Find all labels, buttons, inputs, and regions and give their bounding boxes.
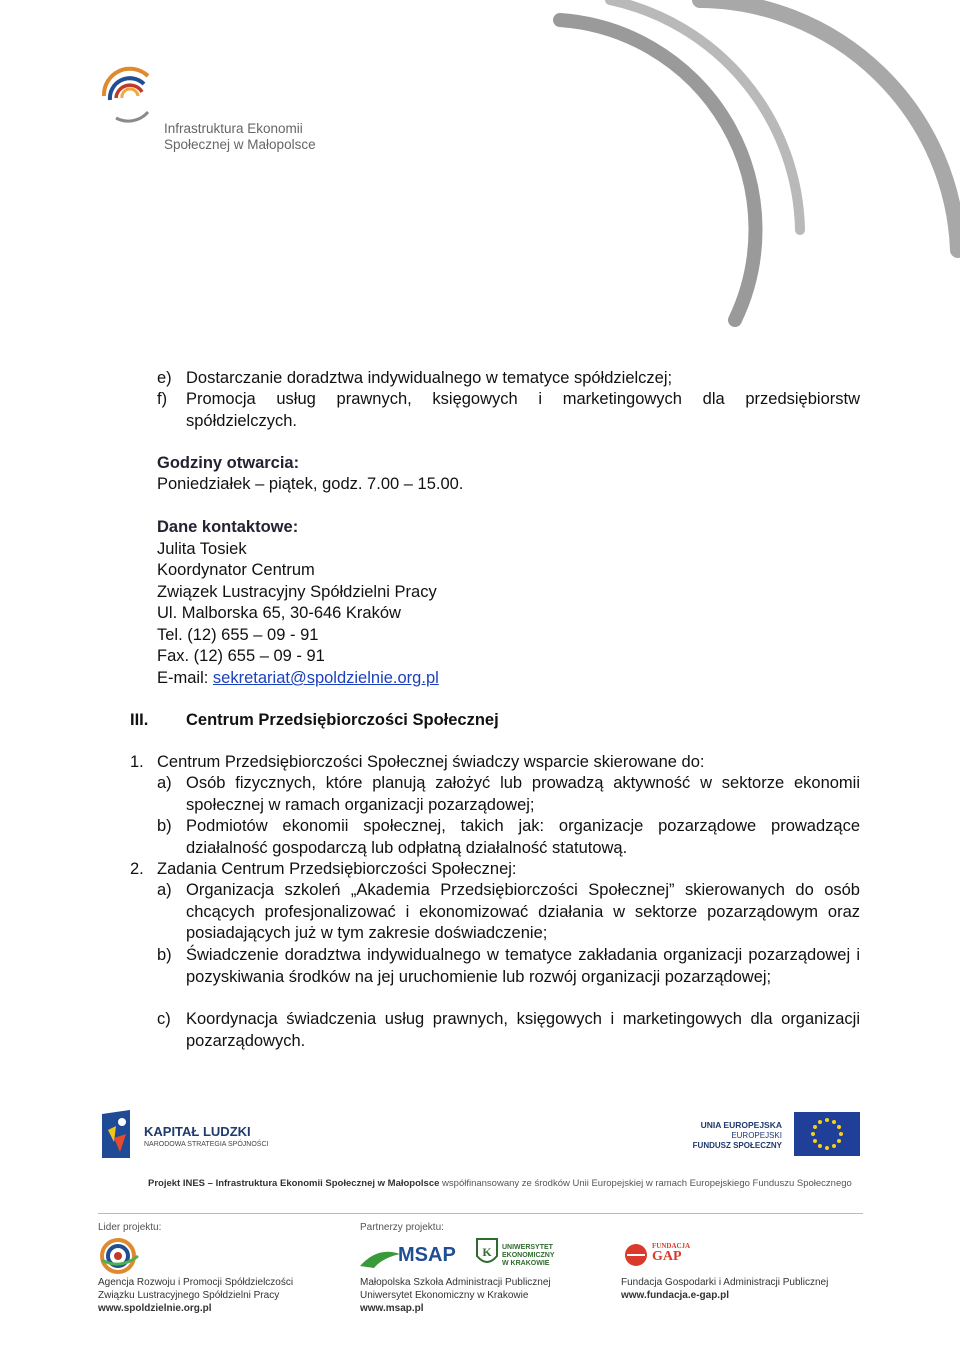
point2-text: Zadania Centrum Przedsiębiorczości Społecznej: <box>157 860 517 878</box>
gap-logo-icon <box>621 1242 651 1268</box>
partner1-url[interactable]: www.msap.pl <box>360 1303 424 1314</box>
partners-label: Partnerzy projektu: <box>360 1222 444 1233</box>
section-number: III. <box>130 711 149 729</box>
partner1-line-2: Uniwersytet Ekonomiczny w Krakowie <box>360 1290 529 1301</box>
partner2-url[interactable]: www.fundacja.e-gap.pl <box>621 1290 729 1301</box>
logo-rings-icon <box>96 62 170 126</box>
eu-line-2: EUROPEJSKI <box>731 1131 782 1140</box>
uek-crest-icon <box>476 1238 498 1268</box>
point1-b-text: Podmiotów ekonomii społecznej, takich jak: organizacje pozarządowe prowadzące działalność gospodarczą lub odpłatną działalność statutową. <box>186 817 860 857</box>
leader-line-1: Agencja Rozwoju i Promocji Spółdzielczości <box>98 1277 294 1288</box>
kl-subtitle: NARODOWA STRATEGIA SPÓJNOŚCI <box>144 1141 269 1148</box>
point2-b-text: Świadczenie doradztwa indywidualnego w tematyce zakładania organizacji pozarządowej i pozyskiwania środków na jej uruchomienie lub rozwój organizacji pozarządowej; <box>186 946 860 986</box>
list-item-f-marker: f) <box>157 390 168 408</box>
eu-flag-icon <box>794 1112 860 1156</box>
uek-logo-line-2: EKONOMICZNY <box>502 1252 555 1259</box>
contact-org: Związek Lustracyjny Spółdzielni Pracy <box>157 583 437 601</box>
leader-logo-icon <box>98 1236 142 1276</box>
contact-email-row <box>157 668 439 690</box>
list-item-f-text: Promocja usług prawnych, księgowych i marketingowych dla przedsiębiorstw spółdzielczych. <box>186 390 860 430</box>
eu-line-1: UNIA EUROPEJSKA <box>700 1120 782 1130</box>
list-item-e-text: Dostarczanie doradztwa indywidualnego w tematyce spółdzielczej; <box>186 369 673 387</box>
point2-marker: 2. <box>130 860 144 878</box>
project-line <box>148 1178 858 1189</box>
contact-role: Koordynator Centrum <box>157 561 315 579</box>
point1-a-marker: a) <box>157 774 172 792</box>
hours-heading: Godziny otwarcia: <box>157 454 300 472</box>
leader-label: Lider projektu: <box>98 1222 162 1233</box>
header-logo <box>96 62 316 152</box>
kapital-ludzki-logo <box>100 1108 300 1164</box>
msap-logo-text: MSAP <box>398 1244 456 1266</box>
section-title: Centrum Przedsiębiorczości Społecznej <box>186 711 499 729</box>
email-label: E-mail: <box>157 669 213 687</box>
gap-logo-text <box>652 1242 690 1264</box>
list-item-e-marker: e) <box>157 369 172 387</box>
decorative-arcs <box>0 0 960 340</box>
msap-leaf-icon <box>360 1246 400 1270</box>
point2-b-marker: b) <box>157 946 172 964</box>
project-funding: współfinansowany ze środków Unii Europejskiej w ramach Europejskiego Funduszu Społecznego <box>439 1178 852 1189</box>
leader-url[interactable]: www.spoldzielnie.org.pl <box>98 1303 212 1314</box>
project-name: Projekt INES – Infrastruktura Ekonomii Społecznej w Małopolsce <box>148 1178 440 1189</box>
uek-logo-text <box>502 1244 555 1268</box>
point1-b-marker: b) <box>157 817 172 835</box>
eu-logo <box>690 1112 860 1156</box>
point1-marker: 1. <box>130 753 144 771</box>
kl-title: KAPITAŁ LUDZKI <box>144 1124 251 1139</box>
contact-heading: Dane kontaktowe: <box>157 518 299 536</box>
point2-a-text: Organizacja szkoleń „Akademia Przedsiębiorczości Społecznej” skierowanych do osób chcących profesjonalizować i ekonomizować działania w sektorze pozarządowym oraz posiadających już w tym zakresie doświadczenie; <box>186 881 860 942</box>
point2-c-text: Koordynacja świadczenia usług prawnych, księgowych i marketingowych dla organizacji pozarządowych. <box>186 1010 860 1050</box>
footer-divider <box>98 1213 863 1214</box>
point2-a-marker: a) <box>157 881 172 899</box>
email-link[interactable]: sekretariat@spoldzielnie.org.pl <box>212 669 439 687</box>
gap-logo-line-2: GAP <box>652 1249 682 1264</box>
kapital-ludzki-icon <box>100 1108 136 1162</box>
leader-line-2: Związku Lustracyjnego Spółdzielni Pracy <box>98 1290 280 1301</box>
logo-line-1: Infrastruktura Ekonomii <box>164 121 303 136</box>
contact-fax: Fax. (12) 655 – 09 - 91 <box>157 647 325 665</box>
contact-name: Julita Tosiek <box>157 540 247 558</box>
gap-logo-line-1: FUNDACJA <box>652 1242 691 1250</box>
logo-line-2: Społecznej w Małopolsce <box>164 137 316 152</box>
point2-c-marker: c) <box>157 1010 171 1028</box>
eu-line-3: FUNDUSZ SPOŁECZNY <box>692 1141 782 1150</box>
partner1-line-1: Małopolska Szkoła Administracji Publicznej <box>360 1277 551 1288</box>
point1-a-text: Osób fizycznych, które planują założyć lub prowadzą aktywność w sektorze ekonomii społecznej w ramach organizacji pozarządowej; <box>186 774 860 814</box>
partner2-line-1: Fundacja Gospodarki i Administracji Publicznej <box>621 1277 829 1288</box>
point1-text: Centrum Przedsiębiorczości Społecznej świadczy wsparcie skierowane do: <box>157 753 705 771</box>
uek-logo-line-1: UNIWERSYTET <box>502 1244 553 1251</box>
hours-text: Poniedziałek – piątek, godz. 7.00 – 15.00. <box>157 475 464 493</box>
contact-address: Ul. Malborska 65, 30-646 Kraków <box>157 604 401 622</box>
uek-logo-line-3: W KRAKOWIE <box>502 1260 550 1267</box>
svg-text:K: K <box>482 1245 492 1259</box>
contact-tel: Tel. (12) 655 – 09 - 91 <box>157 626 319 644</box>
